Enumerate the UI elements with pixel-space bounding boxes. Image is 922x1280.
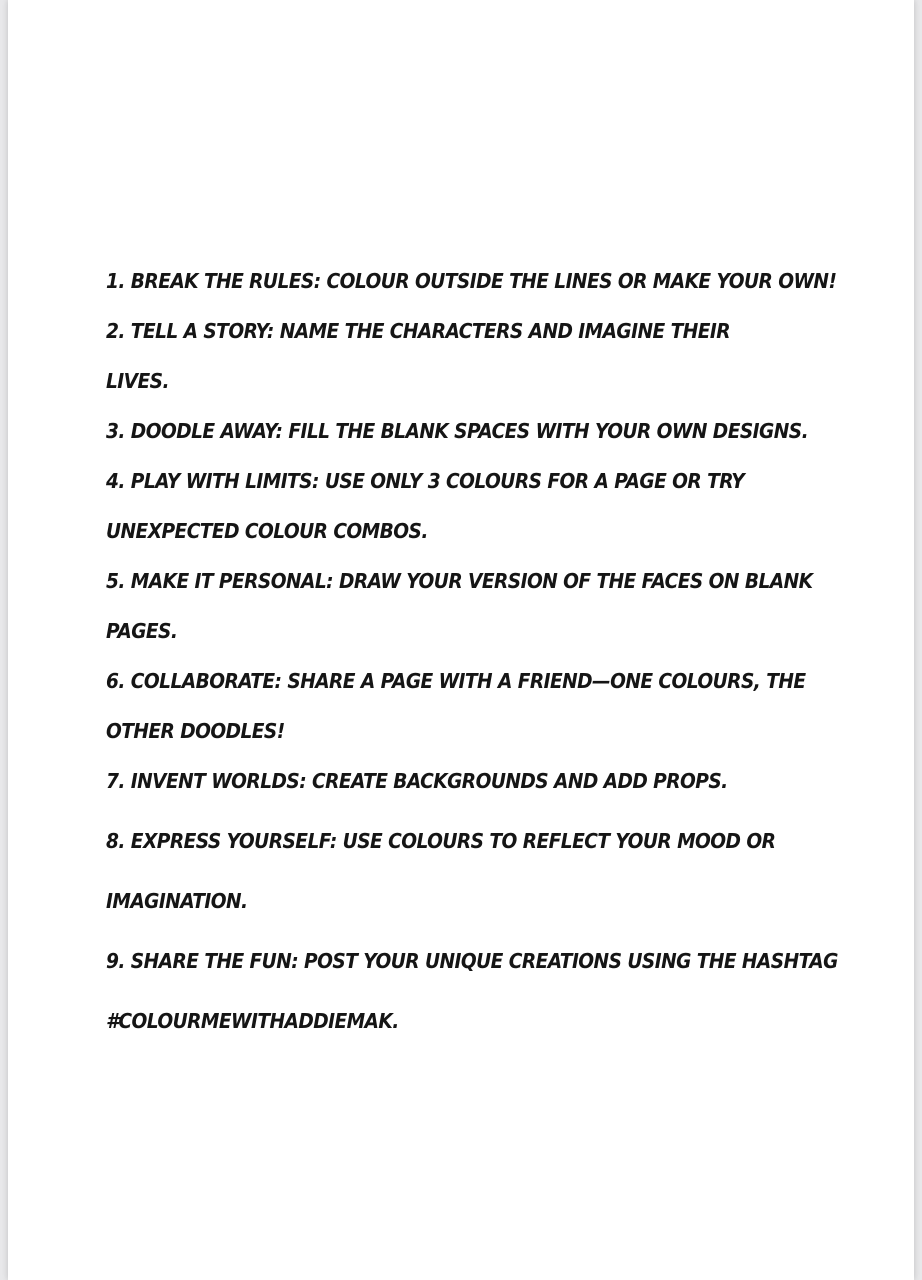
tip-5-line-2: PAGES. [106,619,178,643]
tip-2-line-2: LIVES. [106,369,169,393]
tip-6-line-1: 6. COLLABORATE: SHARE A PAGE WITH A FRIEND—ONE COLOURS, THE [106,669,806,693]
tips-list [106,262,886,1062]
tip-6-line-2: OTHER DOODLES! [106,719,285,743]
tip-3-line-1: 3. DOODLE AWAY: FILL THE BLANK SPACES WITH YOUR OWN DESIGNS. [106,419,809,443]
tip-4-line-2: UNEXPECTED COLOUR COMBOS. [106,519,428,543]
tip-9-line-2: #COLOURMEWITHADDIEMAK. [106,1009,399,1033]
tip-8-line-1: 8. EXPRESS YOURSELF: USE COLOURS TO REFLECT YOUR MOOD OR [106,829,776,853]
tip-7-line-1: 7. INVENT WORLDS: CREATE BACKGROUNDS AND ADD PROPS. [106,769,728,793]
tip-4-line-1: 4. PLAY WITH LIMITS: USE ONLY 3 COLOURS FOR A PAGE OR TRY [106,469,745,493]
tip-2-line-1: 2. TELL A STORY: NAME THE CHARACTERS AND IMAGINE THEIR [106,319,731,343]
tip-8-line-2: IMAGINATION. [106,889,248,913]
tip-1-line-1: 1. BREAK THE RULES: COLOUR OUTSIDE THE LINES OR MAKE YOUR OWN! [106,269,837,293]
tip-9-line-1: 9. SHARE THE FUN: POST YOUR UNIQUE CREATIONS USING THE HASHTAG [106,949,838,973]
tip-5-line-1: 5. MAKE IT PERSONAL: DRAW YOUR VERSION OF THE FACES ON BLANK [106,569,813,593]
document-page [8,0,914,1280]
